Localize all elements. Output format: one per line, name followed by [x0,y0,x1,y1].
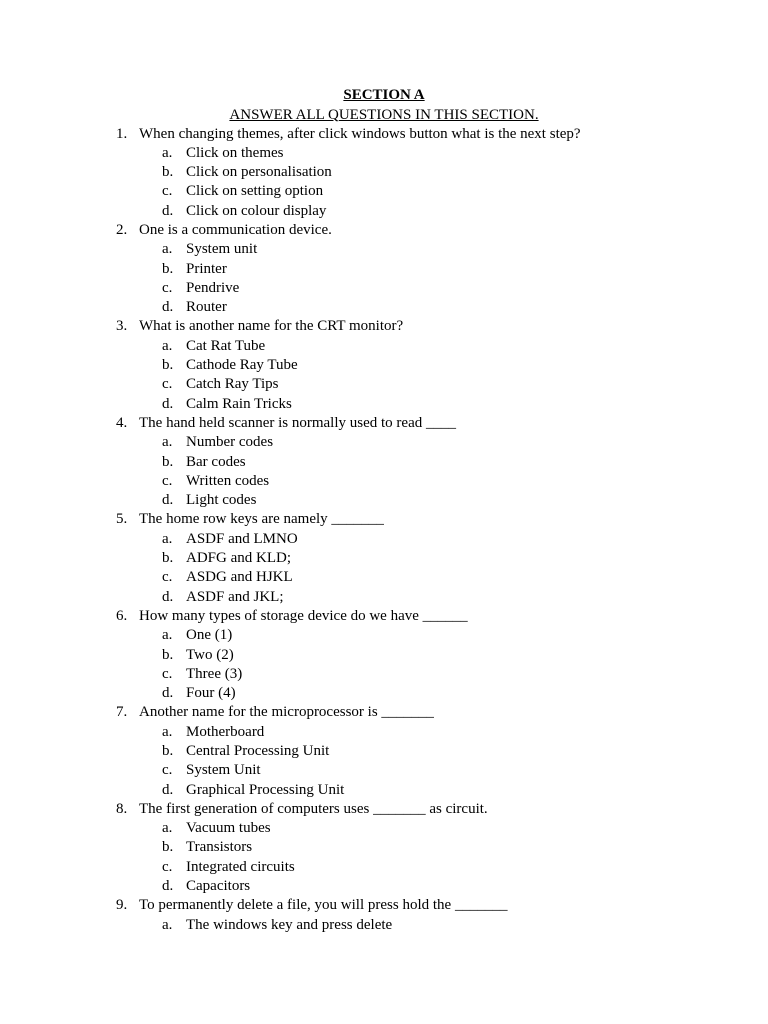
option-letter: b. [162,164,174,181]
option-list [0,337,768,414]
option-letter: c. [162,183,173,200]
option-text: ASDG and HJKL [186,569,293,586]
question-number: 2. [116,221,128,238]
option-list [0,240,768,317]
option-item [0,298,768,317]
question-item-9 [0,896,768,935]
option-item [0,838,768,857]
option-text: Bar codes [186,453,246,470]
option-item [0,182,768,201]
question-text: Another name for the microprocessor is _______ [139,704,434,721]
option-text: Cat Rat Tube [186,337,266,354]
option-item [0,375,768,394]
option-item [0,240,768,259]
option-item [0,395,768,414]
question-row [0,221,768,240]
option-letter: b. [162,357,174,374]
question-item-5 [0,510,768,606]
option-text: Integrated circuits [186,858,295,875]
option-letter: d. [162,395,174,412]
option-item [0,549,768,568]
option-text: System unit [186,241,258,258]
option-item [0,626,768,645]
question-text: One is a communication device. [139,221,332,238]
option-item [0,453,768,472]
option-letter: c. [162,472,173,489]
option-text: Light codes [186,492,257,509]
question-text: The home row keys are namely _______ [139,511,384,528]
question-number: 7. [116,704,128,721]
question-item-4 [0,414,768,510]
option-item [0,260,768,279]
option-item [0,163,768,182]
option-letter: b. [162,839,174,856]
option-item [0,916,768,935]
option-item [0,202,768,221]
option-item [0,858,768,877]
option-letter: a. [162,337,173,354]
option-item [0,742,768,761]
option-text: Graphical Processing Unit [186,781,345,798]
question-number: 1. [116,125,128,142]
option-letter: c. [162,376,173,393]
question-number: 3. [116,318,128,335]
option-text: Click on setting option [186,183,324,200]
option-list [0,626,768,703]
question-row [0,896,768,915]
option-letter: d. [162,685,174,702]
option-text: Pendrive [186,279,240,296]
option-item [0,472,768,491]
option-text: Router [186,299,227,316]
option-text: The windows key and press delete [186,916,393,933]
option-letter: a. [162,434,173,451]
option-text: Motherboard [186,723,265,740]
option-letter: b. [162,646,174,663]
option-letter: a. [162,241,173,258]
option-letter: d. [162,492,174,509]
option-item [0,433,768,452]
question-text: The hand held scanner is normally used to read ____ [139,414,456,431]
option-item [0,530,768,549]
question-item-1 [0,125,768,221]
question-number: 6. [116,607,128,624]
question-row [0,800,768,819]
question-number: 5. [116,511,128,528]
option-text: Catch Ray Tips [186,376,279,393]
question-text: What is another name for the CRT monitor? [139,318,404,335]
option-text: Capacitors [186,878,251,895]
option-letter: c. [162,762,173,779]
question-text: How many types of storage device do we have ______ [139,607,468,624]
option-letter: d. [162,299,174,316]
option-text: ASDF and LMNO [186,530,298,547]
question-row [0,125,768,144]
option-text: Two (2) [186,646,234,663]
option-letter: c. [162,279,173,296]
option-letter: a. [162,723,173,740]
question-number: 9. [116,897,128,914]
option-text: Cathode Ray Tube [186,357,298,374]
option-letter: b. [162,743,174,759]
option-letter: a. [162,627,173,644]
question-number: 8. [116,800,128,817]
option-item [0,665,768,684]
option-letter: c. [162,665,173,682]
question-row [0,510,768,529]
option-text: Written codes [186,472,270,489]
question-item-8 [0,800,768,896]
option-text: Number codes [186,434,274,451]
option-item [0,588,768,607]
question-item-6 [0,607,768,703]
question-row [0,703,768,722]
question-text: When changing themes, after click windows button what is the next step? [139,125,581,142]
option-text: System Unit [186,762,261,779]
option-letter: c. [162,569,173,586]
option-letter: a. [162,916,173,933]
question-item-2 [0,221,768,317]
option-text: Click on themes [186,144,284,161]
option-item [0,144,768,163]
question-row [0,607,768,626]
option-letter: d. [162,588,174,605]
option-list [0,916,768,935]
option-text: One (1) [186,627,233,644]
question-text: To permanently delete a file, you will press hold the _______ [139,897,508,914]
section-title: SECTION A [343,87,425,103]
option-text: ASDF and JKL; [186,588,284,605]
question-row [0,317,768,336]
option-text: Click on colour display [186,202,327,219]
question-item-3 [0,317,768,413]
option-item [0,684,768,703]
option-item [0,491,768,510]
option-list [0,530,768,607]
option-item [0,279,768,298]
option-item [0,877,768,896]
option-text: Printer [186,260,227,277]
question-number: 4. [116,414,128,431]
option-letter: a. [162,144,173,161]
question-row [0,414,768,433]
option-text: Transistors [186,839,253,856]
option-letter: b. [162,550,174,567]
option-item [0,337,768,356]
option-text: Central Processing Unit [186,743,330,759]
section-instruction: ANSWER ALL QUESTIONS IN THIS SECTION. [229,106,539,123]
option-item [0,781,768,800]
question-list [0,125,768,935]
option-letter: d. [162,781,174,798]
option-item [0,723,768,742]
option-text: Four (4) [186,685,236,702]
option-text: Three (3) [186,665,243,682]
question-text: The first generation of computers uses _______ as circuit. [139,800,488,817]
option-list [0,144,768,221]
option-text: Click on personalisation [186,164,332,181]
option-text: ADFG and KLD; [186,550,291,567]
option-letter: a. [162,820,173,837]
option-list [0,819,768,896]
option-list [0,723,768,800]
option-letter: c. [162,858,173,875]
option-item [0,568,768,587]
option-item [0,646,768,665]
option-letter: d. [162,878,174,895]
option-list [0,433,768,510]
question-item-7 [0,703,768,799]
option-item [0,356,768,375]
option-item [0,819,768,838]
option-item [0,761,768,780]
option-letter: a. [162,530,173,547]
option-text: Vacuum tubes [186,820,271,837]
option-letter: b. [162,453,174,470]
option-letter: d. [162,202,174,219]
option-letter: b. [162,260,174,277]
option-text: Calm Rain Tricks [186,395,292,412]
